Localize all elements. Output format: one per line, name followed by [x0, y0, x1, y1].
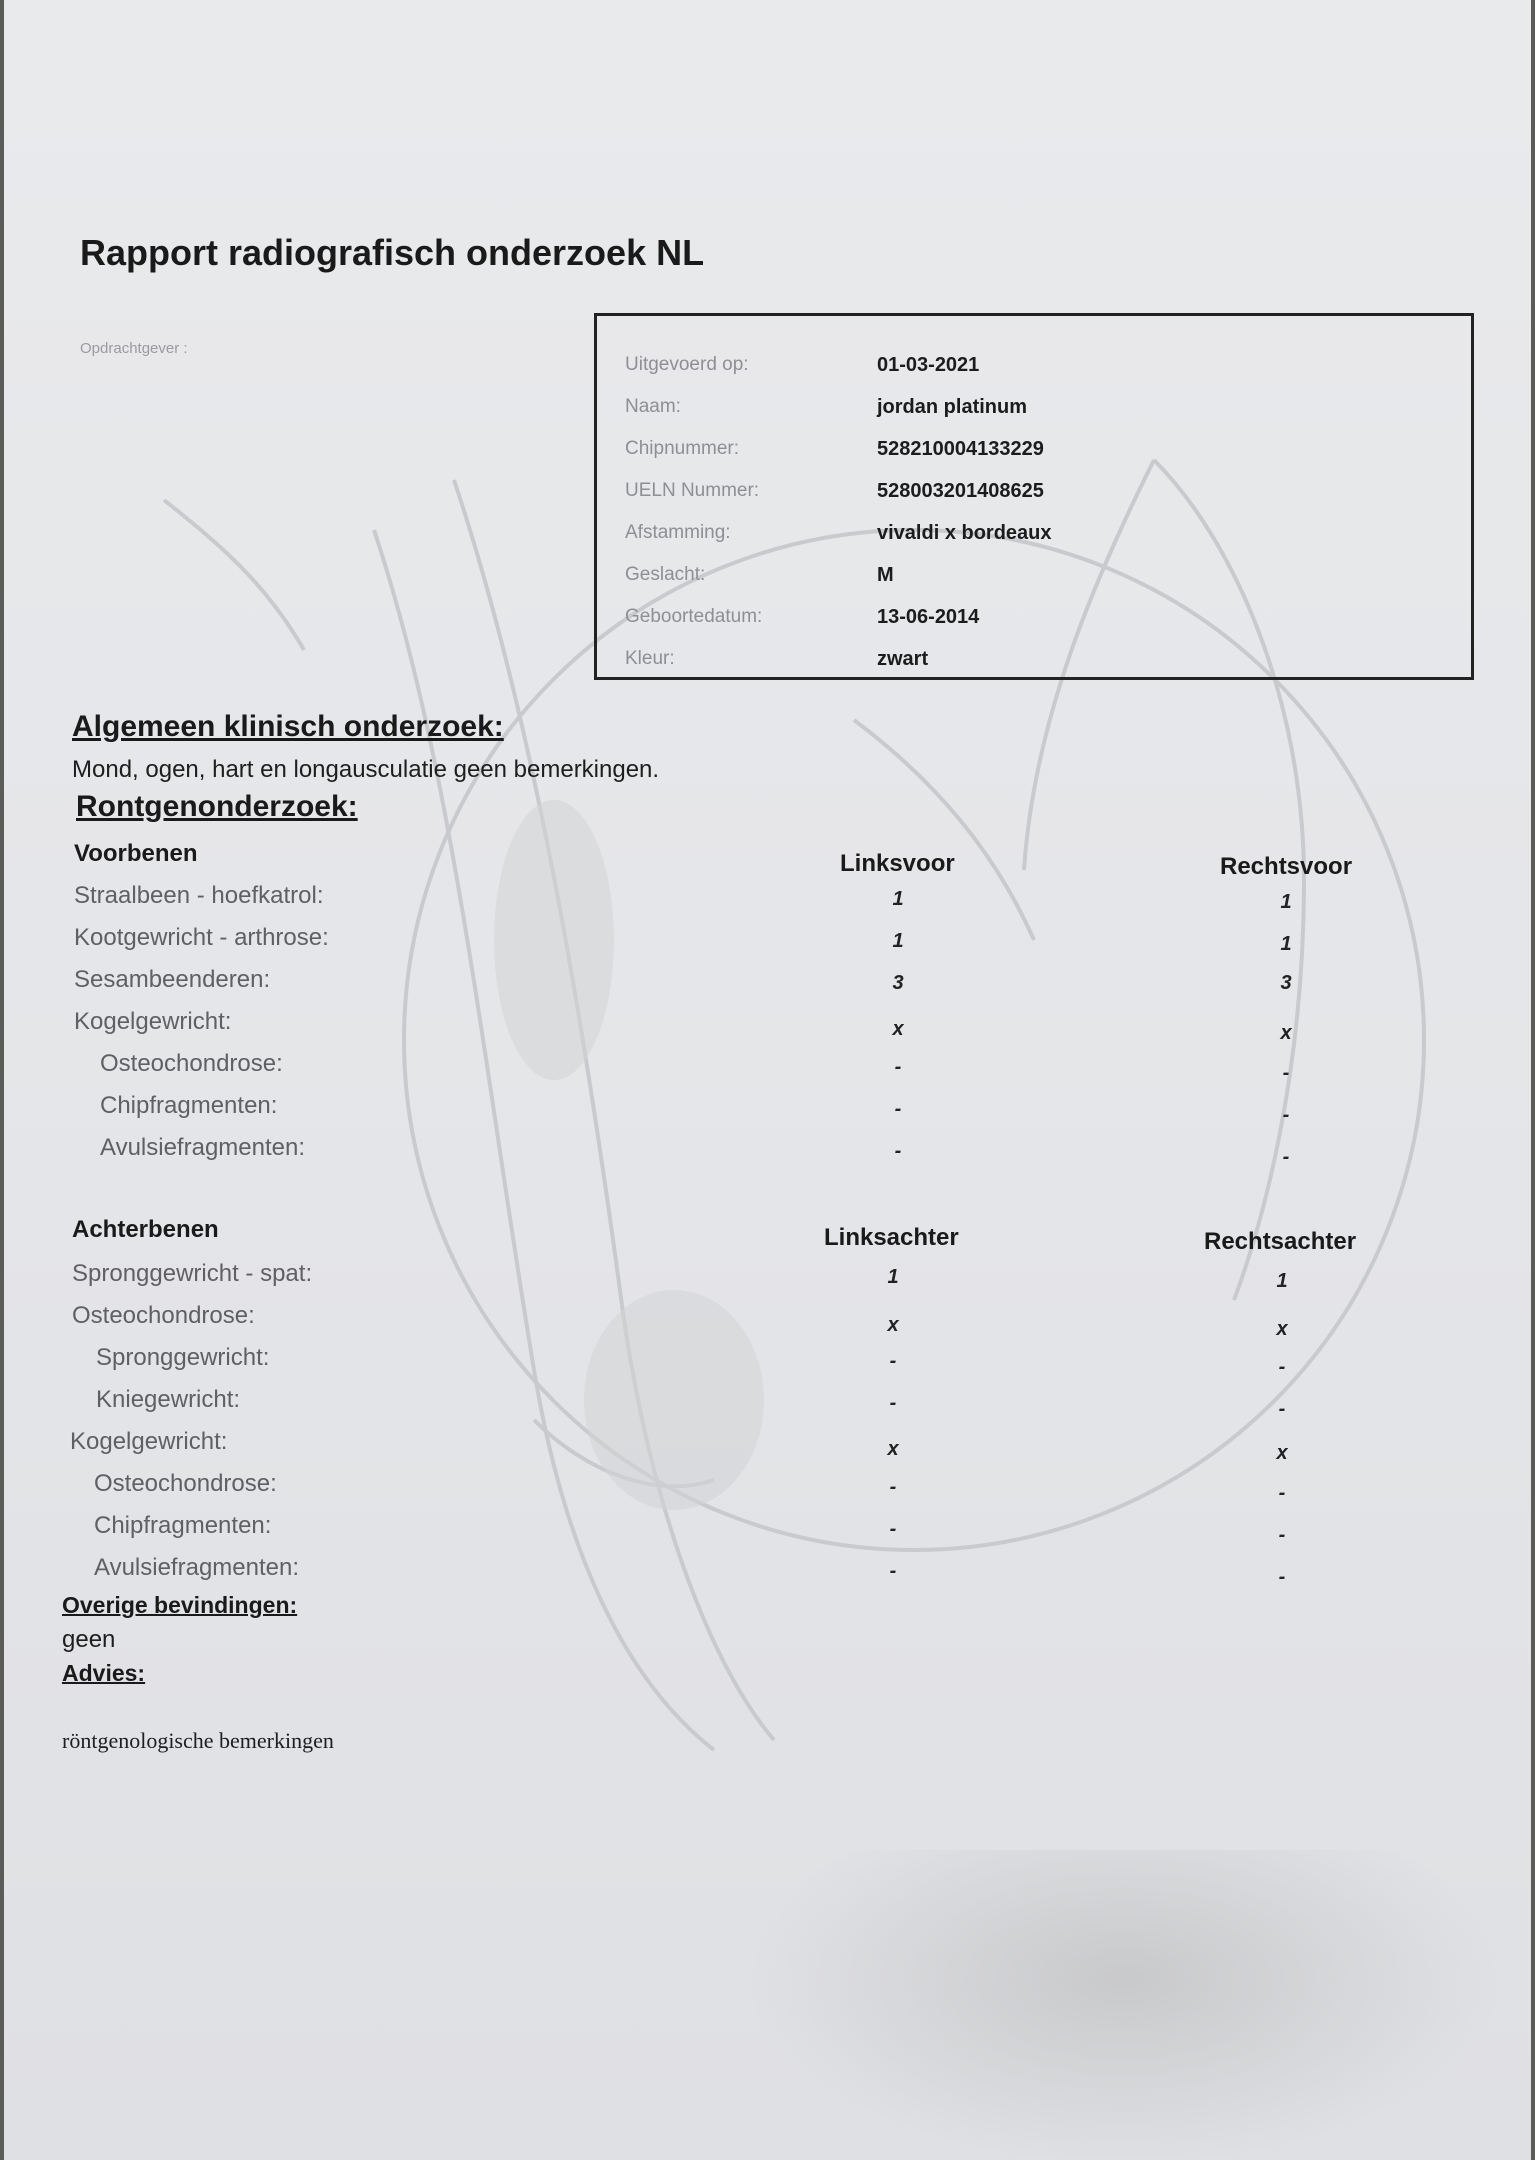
cell-value: 3 [1280, 972, 1292, 994]
advice-text: röntgenologische bemerkingen [62, 1728, 334, 1753]
cell-value: - [1278, 1566, 1286, 1588]
row-label: Spronggewricht - spat: [72, 1260, 313, 1287]
row-label: Kogelgewricht: [70, 1428, 228, 1455]
col-rechtsachter: Rechtsachter [1204, 1228, 1357, 1255]
info-value: 13-06-2014 [877, 606, 980, 628]
row-label: Avulsiefragmenten: [94, 1554, 300, 1581]
client-label: Opdrachtgever : [80, 340, 188, 357]
info-value: vivaldi x bordeaux [877, 522, 1052, 544]
cell-value: x [887, 1314, 899, 1336]
row-label: Osteochondrose: [94, 1470, 277, 1497]
info-label: Geboortedatum: [625, 606, 763, 627]
info-value: 528003201408625 [877, 480, 1044, 502]
cell-value: x [892, 1018, 904, 1040]
report-paper [4, 0, 1531, 2160]
info-row [597, 564, 1471, 602]
cell-value: - [889, 1560, 897, 1582]
cell-value: - [1282, 1062, 1290, 1084]
info-label: Geslacht: [625, 564, 706, 585]
cell-value: - [1282, 1146, 1290, 1168]
cell-value: x [1276, 1318, 1288, 1340]
cell-value: 1 [1280, 933, 1292, 955]
col-rechtsvoor: Rechtsvoor [1220, 853, 1353, 880]
row-label: Straalbeen - hoefkatrol: [74, 882, 324, 909]
cell-value: 1 [1280, 891, 1292, 913]
info-label: Afstamming: [625, 522, 731, 543]
info-row [597, 480, 1471, 518]
cell-value: - [889, 1392, 897, 1414]
info-label: Naam: [625, 396, 681, 417]
cell-value: x [1276, 1442, 1288, 1464]
info-row [597, 354, 1471, 392]
clinical-text: Mond, ogen, hart en longausculatie geen bemerkingen. [72, 756, 660, 783]
info-value: M [877, 564, 894, 586]
cell-value: - [894, 1056, 902, 1078]
row-label: Kootgewricht - arthrose: [74, 924, 329, 951]
info-row [597, 522, 1471, 560]
info-row [597, 648, 1471, 686]
xray-heading: Rontgenonderzoek: [76, 790, 358, 823]
info-label: Uitgevoerd op: [625, 354, 749, 375]
row-label: Osteochondrose: [100, 1050, 283, 1077]
row-label: Spronggewricht: [96, 1344, 270, 1371]
cell-value: x [887, 1438, 899, 1460]
info-value: 528210004133229 [877, 438, 1044, 460]
cell-value: - [889, 1476, 897, 1498]
cell-value: - [1278, 1398, 1286, 1420]
patient-info-box [594, 313, 1474, 680]
cell-value: 1 [892, 930, 904, 952]
cell-value: - [1278, 1482, 1286, 1504]
cell-value: 1 [892, 888, 904, 910]
front-legs-heading: Voorbenen [74, 840, 198, 867]
cell-value: - [894, 1098, 902, 1120]
hind-legs-heading: Achterbenen [72, 1216, 219, 1243]
info-row [597, 396, 1471, 434]
col-linksvoor: Linksvoor [840, 850, 955, 877]
row-label: Sesambeenderen: [74, 966, 271, 993]
info-value: zwart [877, 648, 929, 670]
cell-value: - [1278, 1524, 1286, 1546]
cell-value: - [889, 1518, 897, 1540]
other-findings-heading: Overige bevindingen: [62, 1592, 298, 1618]
cell-value: 3 [892, 972, 904, 994]
info-row [597, 438, 1471, 476]
row-label: Chipfragmenten: [94, 1512, 272, 1539]
other-findings-text: geen [62, 1626, 116, 1653]
cell-value: 1 [1276, 1270, 1288, 1292]
col-linksachter: Linksachter [824, 1224, 959, 1251]
info-label: Kleur: [625, 648, 675, 669]
advice-heading: Advies: [62, 1660, 146, 1686]
clinical-heading: Algemeen klinisch onderzoek: [72, 710, 504, 743]
info-label: UELN Nummer: [625, 480, 760, 501]
row-label: Avulsiefragmenten: [100, 1134, 306, 1161]
cell-value: - [889, 1350, 897, 1372]
cell-value: x [1280, 1022, 1292, 1044]
row-label: Kogelgewricht: [74, 1008, 232, 1035]
row-label: Osteochondrose: [72, 1302, 255, 1329]
row-label: Kniegewricht: [96, 1386, 241, 1413]
page-title: Rapport radiografisch onderzoek NL [80, 232, 705, 273]
cell-value: 1 [887, 1266, 899, 1288]
cell-value: - [1282, 1104, 1290, 1126]
info-row [597, 606, 1471, 644]
row-label: Chipfragmenten: [100, 1092, 278, 1119]
info-value: jordan platinum [877, 396, 1027, 418]
photo-shadow [744, 1850, 1504, 2160]
info-label: Chipnummer: [625, 438, 740, 459]
cell-value: - [894, 1140, 902, 1162]
info-value: 01-03-2021 [877, 354, 980, 376]
cell-value: - [1278, 1356, 1286, 1378]
